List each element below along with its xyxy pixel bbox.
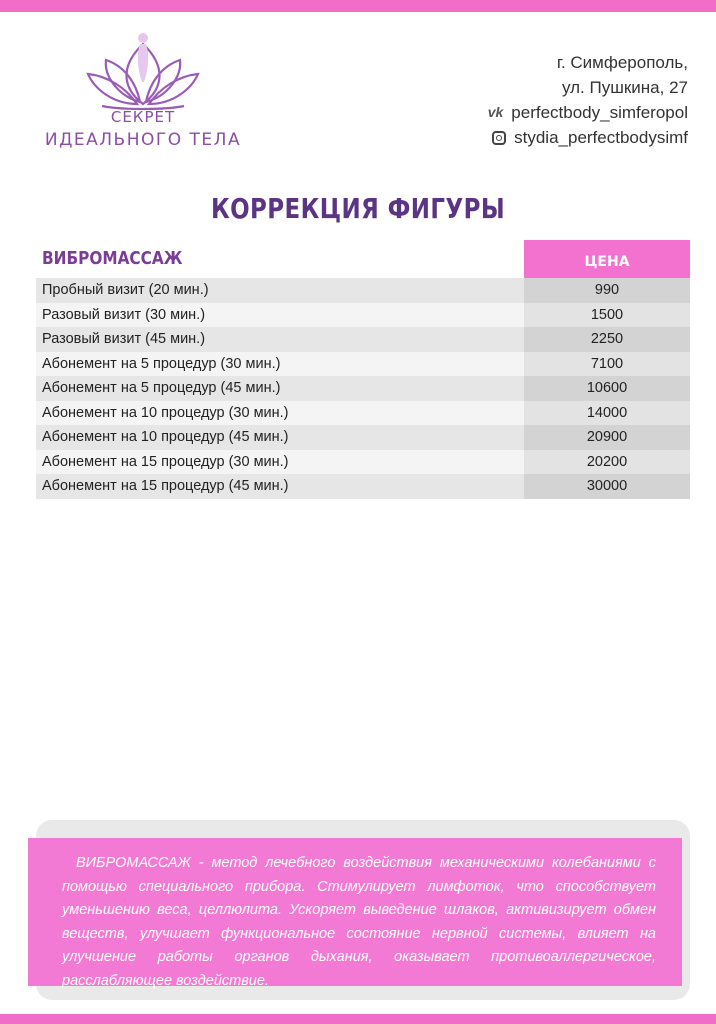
instagram-contact[interactable] <box>488 125 688 150</box>
brand-name-line2: ИДЕАЛЬНОГО ТЕЛА <box>44 130 242 150</box>
service-header-label: ВИБРОМАССАЖ <box>42 248 183 269</box>
service-name: Абонемент на 15 процедур (30 мин.) <box>36 450 524 475</box>
top-accent-bar <box>0 0 716 12</box>
table-row <box>36 278 690 303</box>
table-row <box>36 401 690 426</box>
lotus-silhouette-icon <box>82 26 204 110</box>
price-header: ЦЕНА <box>524 240 690 278</box>
address-street: ул. Пушкина, 27 <box>562 78 688 97</box>
service-name: Абонемент на 5 процедур (30 мин.) <box>36 352 524 377</box>
address-city: г. Симферополь, <box>556 53 688 72</box>
table-body <box>36 278 690 499</box>
service-price: 14000 <box>524 401 690 426</box>
vk-contact[interactable] <box>488 100 688 125</box>
service-header <box>36 240 524 278</box>
service-price: 2250 <box>524 327 690 352</box>
table-row <box>36 352 690 377</box>
service-name: Абонемент на 10 процедур (30 мин.) <box>36 401 524 426</box>
service-name: Абонемент на 5 процедур (45 мин.) <box>36 376 524 401</box>
vk-icon: vk <box>487 104 504 120</box>
service-price: 7100 <box>524 352 690 377</box>
service-price: 10600 <box>524 376 690 401</box>
bottom-accent-bar <box>0 1014 716 1024</box>
description-text: ВИБРОМАССАЖ - метод лечебного воздействия механическими колебаниями с помощью специального прибора. Стимулирует лимфоток, что способствует уменьшению веса, целлюлита. Ускоряет выведение шлаков, активизирует обмен веществ, улучшает функциональное состояние нервной системы, влияет на улучшение работы органов дыхания, оказывает противоаллергическое, расслабляющее воздействие. <box>62 855 656 989</box>
vk-handle: perfectbody_simferopol <box>511 103 688 122</box>
service-name: Разовый визит (30 мин.) <box>36 303 524 328</box>
service-price: 20900 <box>524 425 690 450</box>
service-name: Абонемент на 10 процедур (45 мин.) <box>36 425 524 450</box>
table-row <box>36 425 690 450</box>
table-row <box>36 327 690 352</box>
brand-logo <box>38 26 248 158</box>
table-row <box>36 303 690 328</box>
table-row <box>36 474 690 499</box>
service-name: Разовый визит (45 мин.) <box>36 327 524 352</box>
table-row <box>36 376 690 401</box>
service-price: 990 <box>524 278 690 303</box>
description-box <box>28 838 682 989</box>
table-header <box>36 240 690 278</box>
instagram-handle: stydia_perfectbodysimf <box>514 128 688 147</box>
table-row <box>36 450 690 475</box>
service-price: 20200 <box>524 450 690 475</box>
service-name: Абонемент на 15 процедур (45 мин.) <box>36 474 524 499</box>
contact-block <box>488 50 688 150</box>
price-table <box>36 240 690 499</box>
page-title: КОРРЕКЦИЯ ФИГУРЫ <box>210 192 506 225</box>
service-name: Пробный визит (20 мин.) <box>36 278 524 303</box>
service-price: 1500 <box>524 303 690 328</box>
service-price: 30000 <box>524 474 690 499</box>
brand-name-line1: СЕКРЕТ <box>110 108 176 126</box>
instagram-icon <box>492 131 506 145</box>
